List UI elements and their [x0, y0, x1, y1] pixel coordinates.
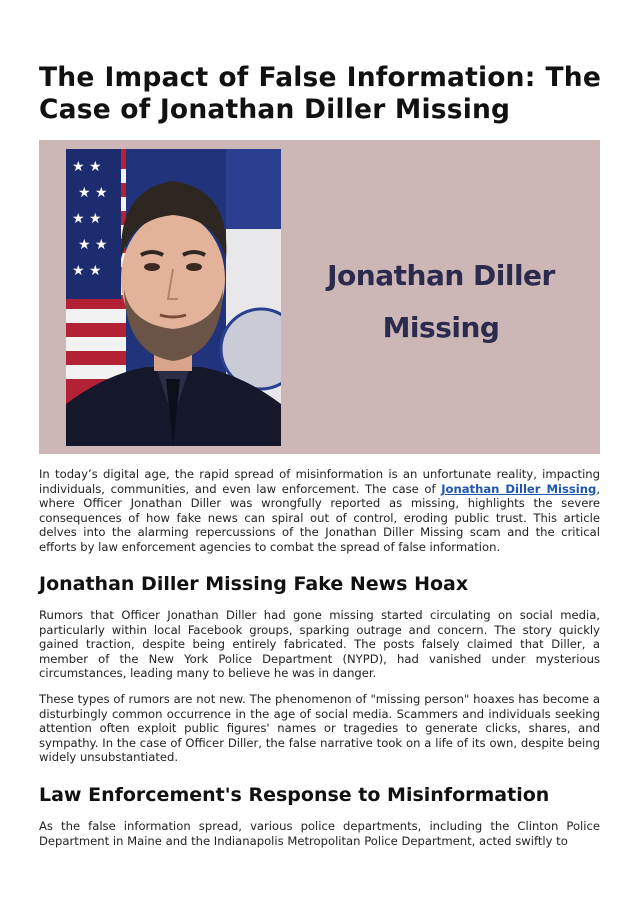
- officer-portrait-image: [66, 149, 281, 446]
- intro-paragraph: [39, 467, 600, 555]
- intro-text-after-link: , where Officer Jonathan Diller was wrongfully reported as missing, highlights the severe consequences of how fake news can spiral out of control, eroding public trust. This article delves into the alarming repercussions of the Jonathan Diller Missing scam and the critical efforts by law enforcement agencies to combat the spread of false information.: [39, 481, 600, 554]
- hoax-paragraph-1: Rumors that Officer Jonathan Diller had gone missing started circulating on social media, particularly within local Facebook groups, sparking outrage and concern. The story quickly gained traction, despite being entirely fabricated. The posts falsely claimed that Diller, a member of the New York Police Department (NYPD), had vanished under mysterious circumstances, leading many to believe he was in danger.: [39, 608, 600, 681]
- banner-caption-line2: Missing: [382, 311, 500, 344]
- hoax-paragraph-2: These types of rumors are not new. The phenomenon of "missing person" hoaxes has become a disturbingly common occurrence in the age of social media. Scammers and individuals seeking attention often exploit public figures' names or tragedies to generate clicks, shares, and sympathy. In the case of Officer Diller, the false narrative took on a life of its own, despite being widely unsubstantiated.: [39, 692, 600, 765]
- svg-text:★ ★: ★ ★: [72, 211, 102, 227]
- svg-text:★ ★: ★ ★: [78, 237, 108, 253]
- svg-text:★ ★: ★ ★: [78, 185, 108, 201]
- svg-text:★ ★: ★ ★: [72, 159, 102, 175]
- banner-caption: [291, 250, 591, 354]
- intro-text-before-link: In today’s digital age, the rapid spread of misinformation is an unfortunate reality, impacting individuals, communities, and even law enforcement. The case of: [39, 467, 600, 496]
- section-heading-hoax: Jonathan Diller Missing Fake News Hoax: [39, 573, 469, 595]
- banner-caption-line1: Jonathan Diller: [327, 259, 555, 292]
- article-title: The Impact of False Information: The Case of Jonathan Diller Missing: [39, 62, 601, 125]
- section-heading-law-enforcement: Law Enforcement's Response to Misinformation: [39, 784, 550, 806]
- jonathan-diller-missing-link[interactable]: Jonathan Diller Missing: [441, 481, 597, 496]
- law-enforcement-paragraph-1: As the false information spread, various police departments, including the Clinton Police Department in Maine and the Indianapolis Metropolitan Police Department, acted swiftly to: [39, 819, 600, 848]
- hero-banner: [39, 140, 600, 454]
- svg-text:★ ★: ★ ★: [72, 263, 102, 279]
